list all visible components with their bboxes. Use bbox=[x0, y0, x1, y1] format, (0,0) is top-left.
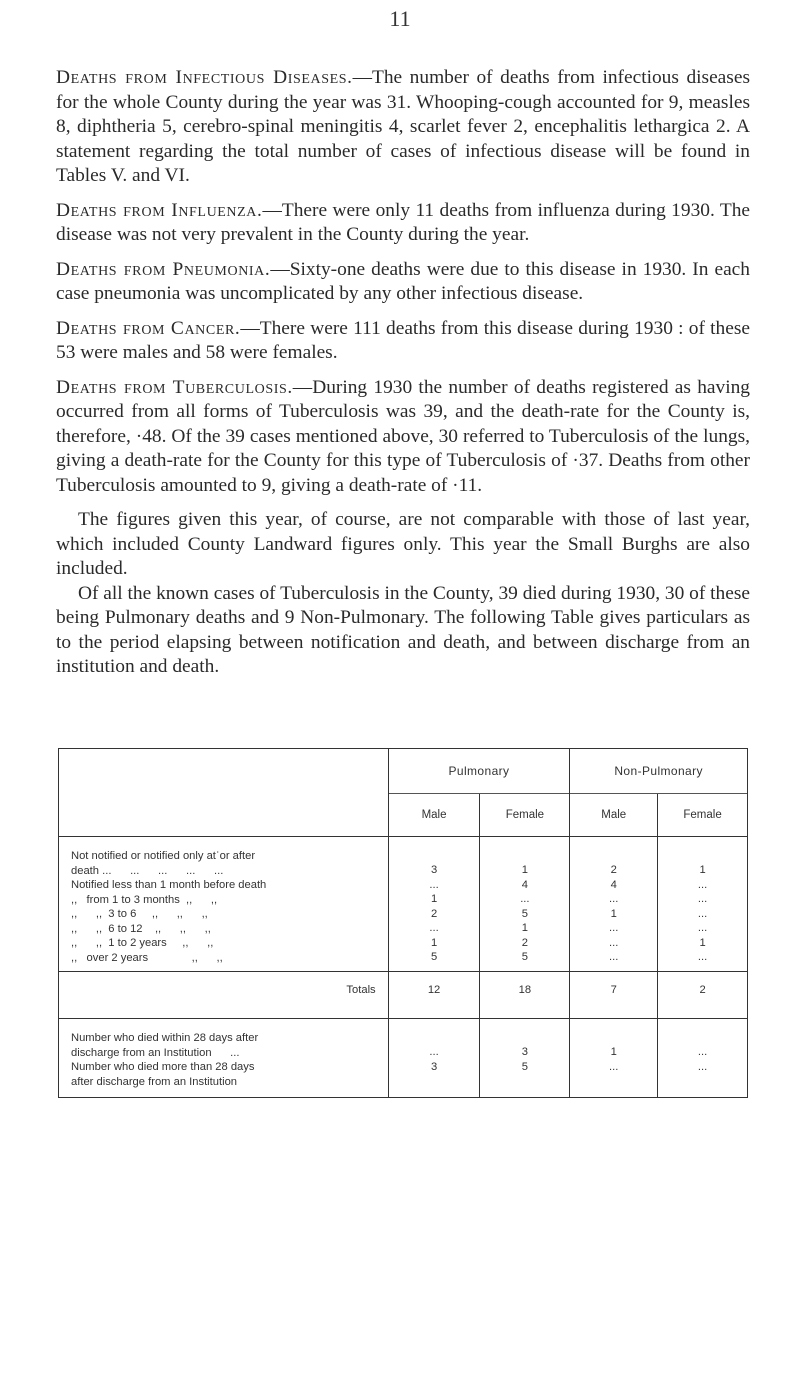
table-cell-value: ... bbox=[697, 893, 708, 905]
table-cell-value: 1 bbox=[521, 922, 528, 934]
non-pulmonary-group-header: Non-Pulmonary bbox=[570, 749, 748, 794]
pulmonary-male-column bbox=[388, 837, 480, 972]
report-text bbox=[56, 66, 750, 680]
table-cell-value: ... bbox=[697, 951, 708, 963]
table-cell-value: 4 bbox=[521, 878, 528, 891]
pulmonary-male-header: Male bbox=[388, 794, 480, 837]
table-cell-value: ... bbox=[697, 878, 708, 891]
table-row-label: ,, ,, 3 to 6 ,, ,, ,, bbox=[71, 908, 208, 920]
paragraph-heading: Deaths from Cancer. bbox=[56, 317, 241, 339]
table-cell-value: 4 bbox=[610, 878, 617, 891]
table-cell-value: 2 bbox=[610, 864, 617, 876]
pulmonary-female-column bbox=[480, 837, 570, 972]
table-cell-value: 3 bbox=[430, 1060, 438, 1073]
table-cell-value: 1 bbox=[699, 864, 706, 876]
table-row-label: Number who died more than 28 days bbox=[71, 1061, 255, 1073]
table-cell-value: 3 bbox=[430, 864, 438, 876]
paragraph-heading: Deaths from Influenza. bbox=[56, 199, 263, 221]
table-cell-value: 1 bbox=[610, 907, 617, 920]
totals-label: Totals bbox=[59, 972, 389, 1019]
table-cell-value: 5 bbox=[521, 951, 528, 963]
table-cell-value: 2 bbox=[430, 907, 438, 920]
paragraph-text: —There were only 11 deaths from influenza during 1930. The disease was not very prevalent in the County during the year. bbox=[56, 199, 751, 245]
table-cell-value: 1 bbox=[699, 936, 706, 949]
paragraph-text: —During 1930 the number of deaths registered as having occurred from all forms of Tuberculosis was 39, and the death-rate for the County is, therefore, ·48. Of the 39 cases mentioned above, 30 referred to Tuberculosis of the lungs, giving a death-rate for the County for this type of Tuberculosis of ·37. Deaths from other Tuberculosis amounted to 9, giving a death-rate of ·11. bbox=[56, 376, 750, 496]
table-cell-value: 1 bbox=[610, 1046, 617, 1058]
paragraph bbox=[56, 199, 750, 248]
table-cell-value: 2 bbox=[521, 936, 528, 949]
total-non-pulmonary-female: 2 bbox=[658, 972, 748, 1019]
paragraph-text: —The number of deaths from infectious diseases for the whole County during the year was 31. Whooping-cough accounted for 9, measles 8, diphtheria 5, cerebro-spinal meningitis 4, scarlet fever 2, encephalitis lethargica 2. A statement regarding the total number of cases of infectious disease will be found in Tables V. and VI. bbox=[56, 67, 750, 186]
table-cell-value: 1 bbox=[430, 893, 438, 905]
table-cell-value: ... bbox=[609, 893, 619, 905]
table-row-label: discharge from an Institution ... bbox=[71, 1046, 240, 1059]
paragraph bbox=[56, 66, 750, 189]
table-cell-value: ... bbox=[520, 893, 530, 905]
table-cell-value: ... bbox=[429, 878, 439, 891]
table-cell-value: ... bbox=[697, 907, 708, 920]
table-cell-value: 1 bbox=[521, 864, 528, 876]
table-cell-value: ... bbox=[697, 1060, 708, 1073]
table-cell-value: 1 bbox=[430, 936, 438, 949]
total-pulmonary-male: 12 bbox=[388, 972, 480, 1019]
paragraph-text: Of all the known cases of Tuberculosis in the County, 39 died during 1930, 30 of these being Pulmonary deaths and 9 Non-Pulmonary. The following Table gives particulars as to the period elapsing between notification and death, and between discharge from an institution and death. bbox=[56, 582, 750, 677]
discharge-pulmonary-female-column bbox=[480, 1019, 570, 1098]
total-pulmonary-female: 18 bbox=[480, 972, 570, 1019]
pulmonary-female-header: Female bbox=[480, 794, 570, 837]
table-row-label: Notified less than 1 month before death bbox=[71, 879, 267, 891]
non-pulmonary-female-header: Female bbox=[658, 794, 748, 837]
table-cell-value: 5 bbox=[430, 951, 438, 963]
table-row-label: ,, ,, 6 to 12 ,, ,, ,, bbox=[71, 922, 211, 935]
table-row-label: death ... ... ... ... ... bbox=[71, 864, 224, 877]
paragraph-text: The figures given this year, of course, are not comparable with those of last year, which included County Landward figures only. This year the Small Burghs are also included. bbox=[56, 509, 750, 579]
table-row-label: ,, from 1 to 3 months ,, ,, bbox=[71, 893, 218, 906]
paragraph-heading: Deaths from Infectious Diseases. bbox=[56, 67, 353, 88]
table-cell-value: ... bbox=[697, 1046, 708, 1058]
table-row-label: ,, over 2 years ,, ,, bbox=[71, 951, 223, 964]
paragraph-heading: Deaths from Tuberculosis. bbox=[56, 376, 293, 398]
table-cell-value: ... bbox=[609, 922, 619, 934]
table-row-label: Number who died within 28 days after bbox=[71, 1032, 259, 1044]
table-corner-cell bbox=[59, 749, 389, 837]
tuberculosis-deaths-table bbox=[58, 748, 748, 1098]
non-pulmonary-female-column bbox=[658, 837, 748, 972]
paragraph-text: —There were 111 deaths from this disease during 1930 : of these 53 were males and 58 were females. bbox=[56, 317, 750, 363]
paragraph bbox=[56, 508, 750, 582]
table-row-label: ,, ,, 1 to 2 years ,, ,, bbox=[71, 937, 214, 949]
notification-period-labels bbox=[59, 837, 389, 972]
paragraph-heading: Deaths from Pneumonia. bbox=[56, 258, 271, 280]
discharge-pulmonary-male-column bbox=[388, 1019, 480, 1098]
table-cell-value: 5 bbox=[521, 1060, 528, 1073]
discharge-period-labels bbox=[59, 1019, 389, 1098]
table-row-label: after discharge from an Institution bbox=[71, 1075, 238, 1088]
table-cell-value: 3 bbox=[521, 1046, 528, 1058]
non-pulmonary-male-column bbox=[570, 837, 658, 972]
table-cell-value: ... bbox=[429, 1046, 439, 1058]
non-pulmonary-male-header: Male bbox=[570, 794, 658, 837]
paragraph bbox=[56, 258, 750, 307]
table-cell-value: ... bbox=[609, 936, 619, 949]
page-number: 11 bbox=[389, 6, 411, 31]
paragraph bbox=[56, 317, 750, 366]
table-cell-value: ... bbox=[697, 922, 708, 934]
table-row-label: Not notified or notified only atʿor after bbox=[71, 850, 256, 862]
paragraph bbox=[56, 376, 750, 499]
pulmonary-group-header: Pulmonary bbox=[388, 749, 570, 794]
table-cell-value: ... bbox=[609, 1060, 619, 1073]
paragraph-text: —Sixty-one deaths were due to this disease in 1930. In each case pneumonia was uncomplicated by any other infectious disease. bbox=[56, 258, 750, 304]
discharge-non-pulmonary-male-column bbox=[570, 1019, 658, 1098]
total-non-pulmonary-male: 7 bbox=[570, 972, 658, 1019]
table-cell-value: ... bbox=[429, 922, 439, 934]
table-cell-value: ... bbox=[609, 951, 619, 963]
discharge-non-pulmonary-female-column bbox=[658, 1019, 748, 1098]
table-cell-value: 5 bbox=[521, 907, 528, 920]
paragraph bbox=[56, 582, 750, 680]
